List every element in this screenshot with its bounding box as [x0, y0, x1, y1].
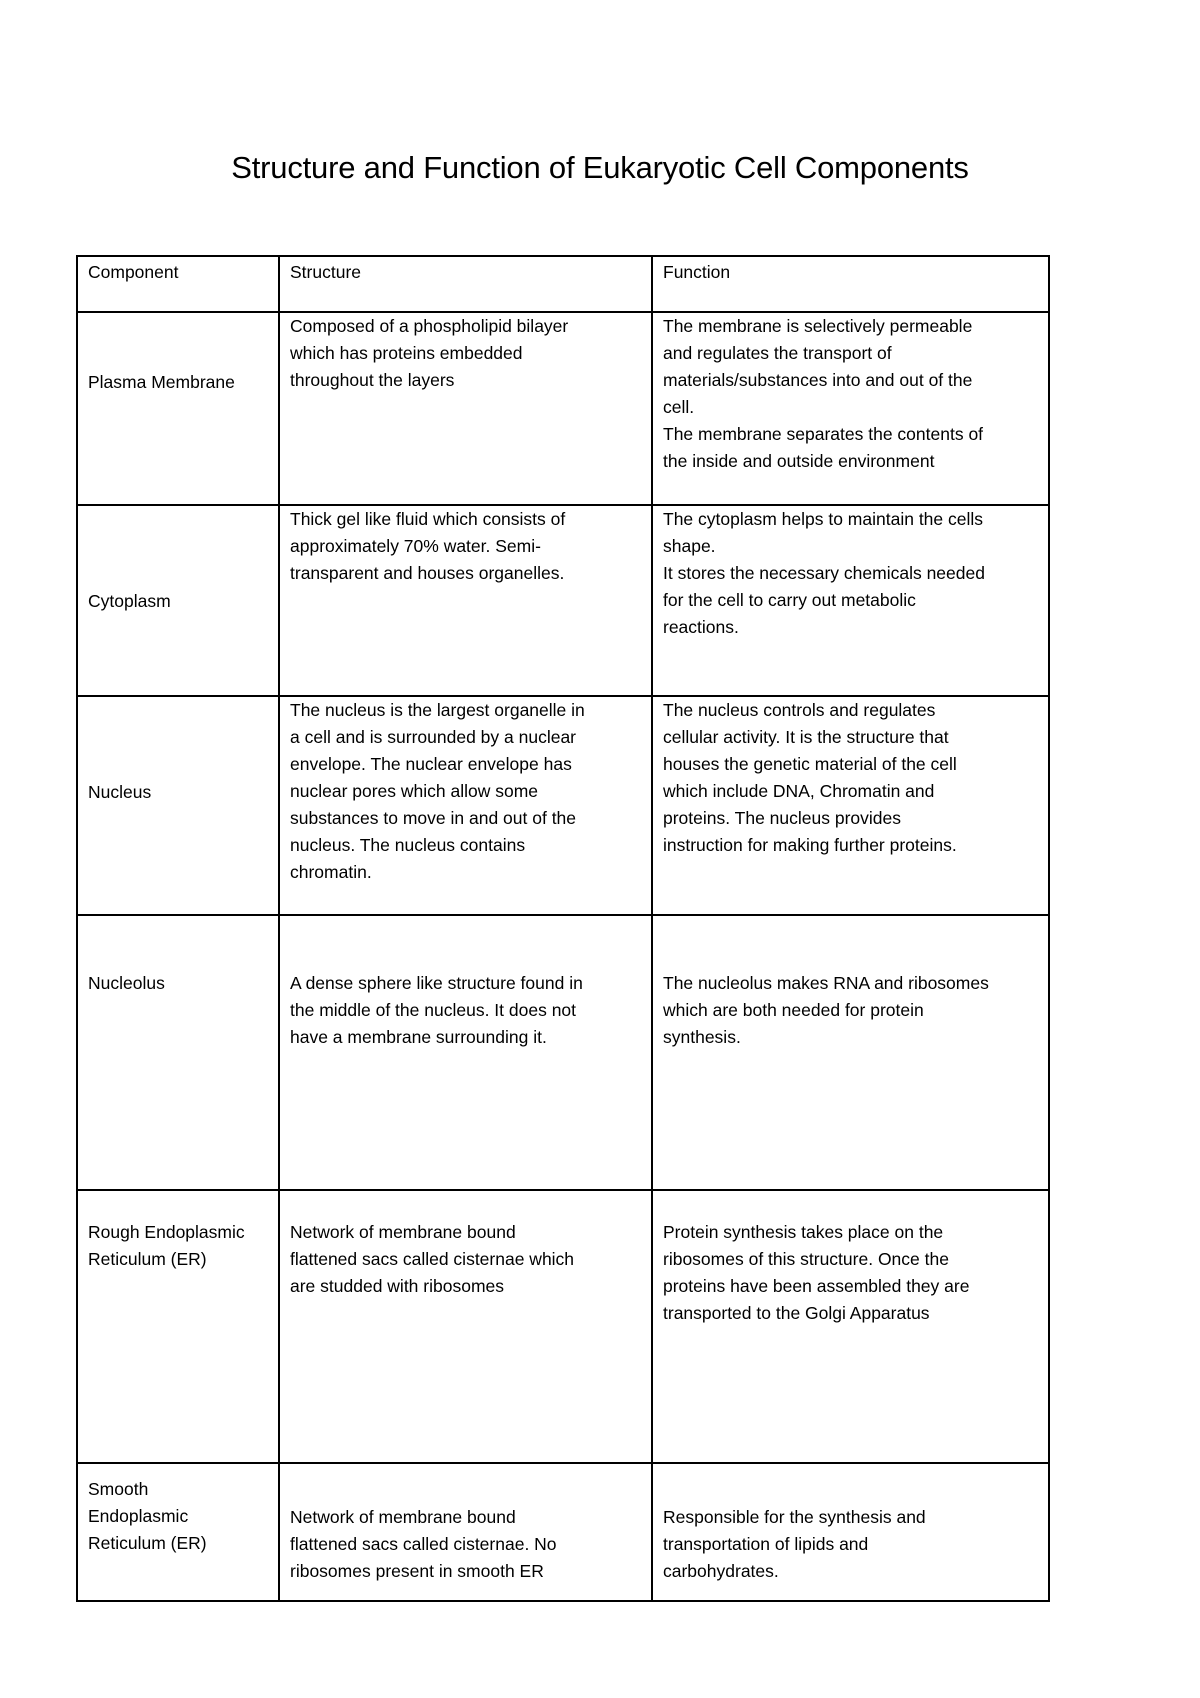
function-cell: [652, 915, 1049, 1190]
component-cell: [77, 915, 279, 1190]
structure-cell: [279, 1463, 652, 1601]
table-row: [77, 696, 1049, 915]
table-row: [77, 312, 1049, 505]
cell-components-table: [76, 255, 1050, 1602]
component-name: Plasma Membrane: [88, 372, 235, 392]
table-row: [77, 505, 1049, 696]
structure-cell: [279, 696, 652, 915]
structure-text: A dense sphere like structure found in the middle of the nucleus. It does not have a membrane surrounding it.: [290, 973, 583, 1047]
component-cell: [77, 696, 279, 915]
structure-cell: [279, 505, 652, 696]
component-name: Nucleus: [88, 782, 152, 802]
function-text: The nucleolus makes RNA and ribosomes which are both needed for protein synthesis.: [663, 973, 989, 1047]
component-cell: [77, 1190, 279, 1463]
header-component: Component: [77, 256, 279, 312]
function-text: Responsible for the synthesis and transportation of lipids and carbohydrates.: [663, 1507, 926, 1581]
structure-cell: [279, 1190, 652, 1463]
structure-text: The nucleus is the largest organelle in a cell and is surrounded by a nuclear envelope. The nuclear envelope has nuclear pores which allow some substances to move in and out of the nucleus. The nucleus contains chromatin.: [290, 700, 585, 882]
structure-cell: [279, 915, 652, 1190]
component-cell: [77, 1463, 279, 1601]
function-cell: [652, 505, 1049, 696]
table-row: [77, 915, 1049, 1190]
component-cell: [77, 505, 279, 696]
table-header-row: [77, 256, 1049, 312]
page-title: Structure and Function of Eukaryotic Cell Components: [231, 150, 969, 185]
table-row: [77, 1463, 1049, 1601]
function-text: The nucleus controls and regulates cellular activity. It is the structure that houses the genetic material of the cell which include DNA, Chromatin and proteins. The nucleus provides instruction for making further proteins.: [663, 700, 957, 855]
function-text: The cytoplasm helps to maintain the cells shape. It stores the necessary chemicals needed for the cell to carry out metabolic reactions.: [663, 509, 985, 637]
structure-text: Composed of a phospholipid bilayer which has proteins embedded throughout the layers: [290, 316, 569, 390]
header-structure: Structure: [279, 256, 652, 312]
function-text: The membrane is selectively permeable and regulates the transport of materials/substances into and out of the cell. The membrane separates the contents of the inside and outside environment: [663, 316, 984, 471]
component-name: Cytoplasm: [88, 591, 171, 611]
structure-cell: [279, 312, 652, 505]
function-cell: [652, 312, 1049, 505]
header-function: Function: [652, 256, 1049, 312]
component-name: Nucleolus: [88, 973, 165, 993]
function-text: Protein synthesis takes place on the ribosomes of this structure. Once the proteins have been assembled they are transported to the Golgi Apparatus: [663, 1222, 970, 1323]
structure-text: Thick gel like fluid which consists of approximately 70% water. Semi- transparent and houses organelles.: [290, 509, 566, 583]
component-cell: [77, 312, 279, 505]
component-name: Smooth Endoplasmic Reticulum (ER): [88, 1479, 207, 1553]
component-name: Rough Endoplasmic Reticulum (ER): [88, 1222, 245, 1269]
function-cell: [652, 1190, 1049, 1463]
function-cell: [652, 1463, 1049, 1601]
table-row: [77, 1190, 1049, 1463]
function-cell: [652, 696, 1049, 915]
structure-text: Network of membrane bound flattened sacs called cisternae. No ribosomes present in smooth ER: [290, 1507, 557, 1581]
structure-text: Network of membrane bound flattened sacs called cisternae which are studded with ribosomes: [290, 1222, 575, 1296]
